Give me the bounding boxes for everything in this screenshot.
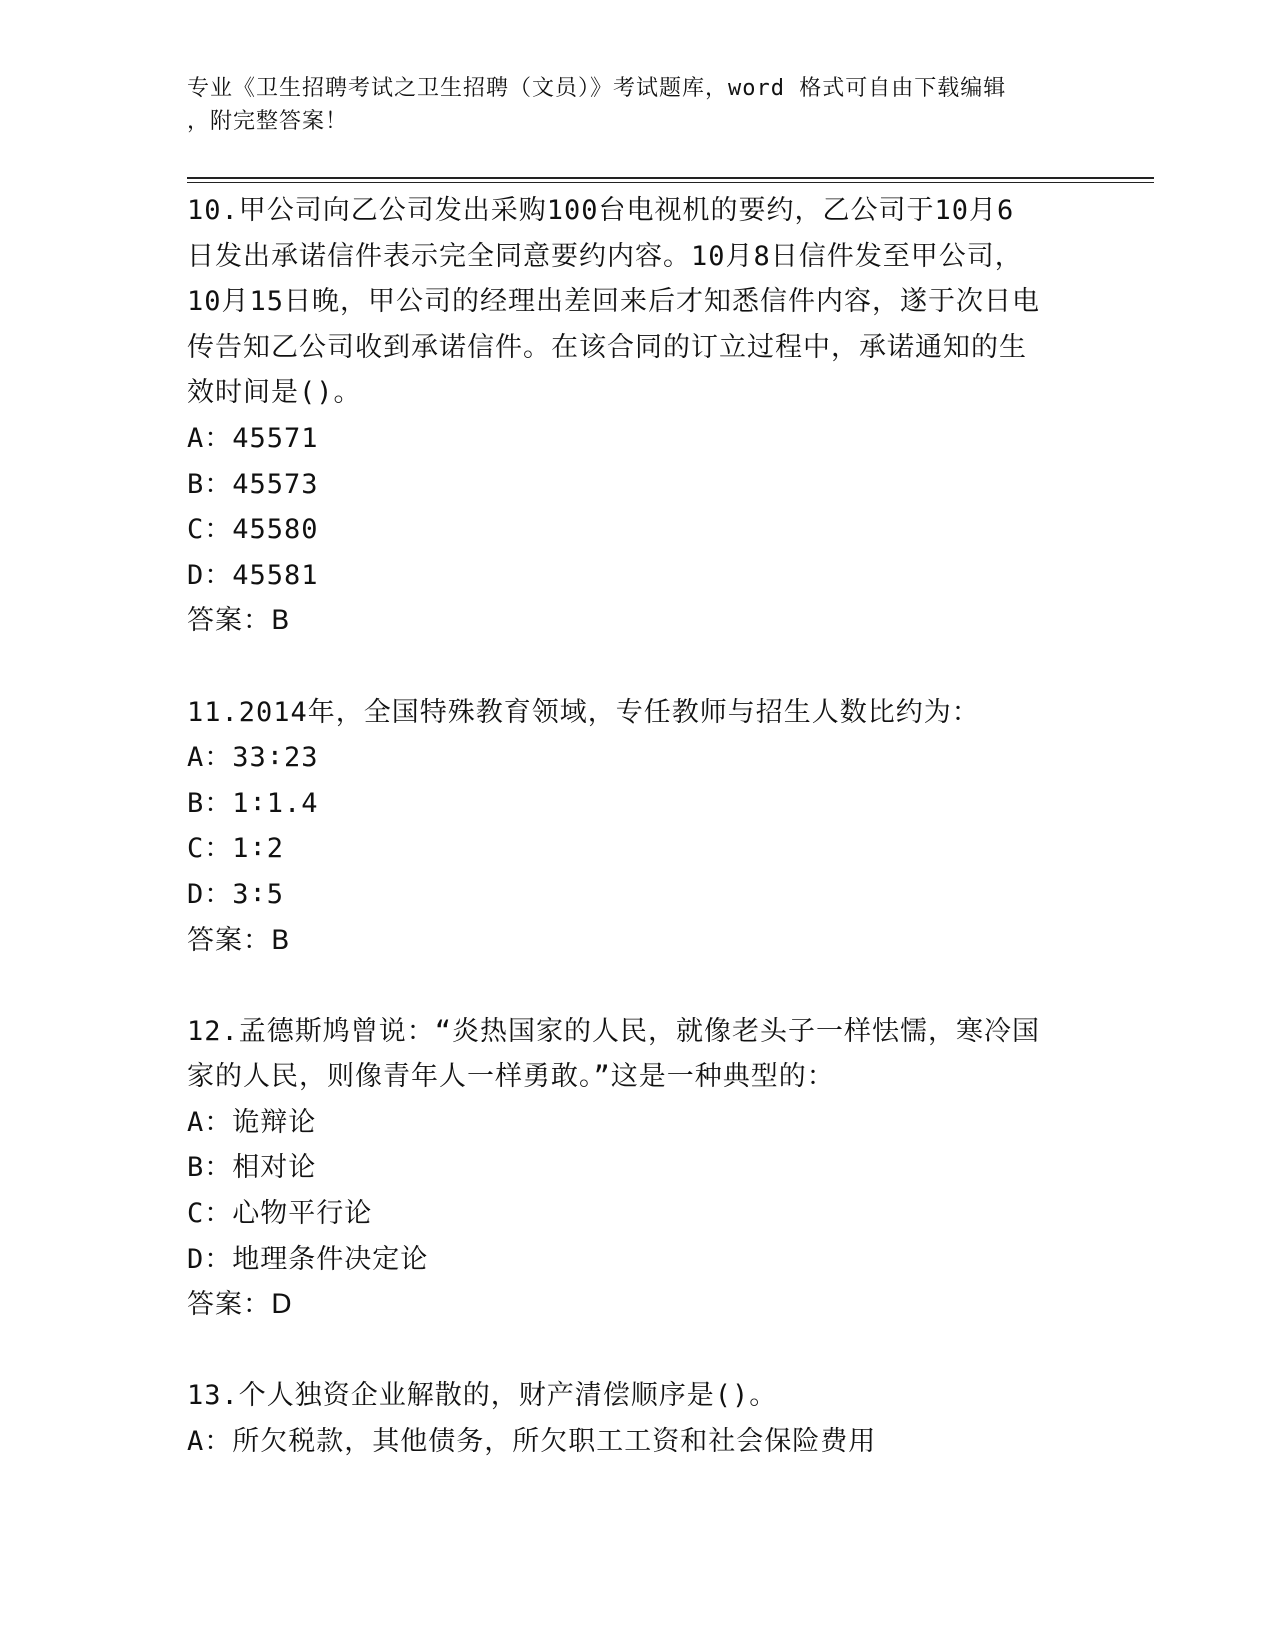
option-c: C：1∶2 xyxy=(187,833,285,865)
option-a: A：诡辩论 xyxy=(187,1106,317,1138)
option-b: B：45573 xyxy=(187,468,319,500)
option-b: B：相对论 xyxy=(187,1152,317,1184)
question-13 xyxy=(187,1373,1087,1464)
answer-line: 答案：B xyxy=(187,605,291,637)
option-d: D：3∶5 xyxy=(187,878,285,910)
question-text-line: 日发出承诺信件表示完全同意要约内容。10月8日信件发至甲公司， xyxy=(187,240,1023,272)
answer-line: 答案：D xyxy=(187,1289,293,1321)
question-list xyxy=(187,188,1087,1465)
question-spacer xyxy=(187,644,1087,690)
question-text-line: 10月15日晚，甲公司的经理出差回来后才知悉信件内容，遂于次日电 xyxy=(187,286,1041,318)
question-spacer xyxy=(187,963,1087,1009)
option-c: C：45580 xyxy=(187,514,319,546)
header-rule-thin xyxy=(187,182,1154,183)
question-spacer xyxy=(187,1328,1087,1374)
question-text-line: 13.个人独资企业解散的，财产清偿顺序是()。 xyxy=(187,1380,778,1412)
header-line-2: ，附完整答案！ xyxy=(187,109,349,134)
document-header xyxy=(187,72,1087,138)
header-rule-thick xyxy=(187,177,1154,179)
question-text-line: 11.2014年，全国特殊教育领域，专任教师与招生人数比约为： xyxy=(187,696,980,728)
option-c: C：心物平行论 xyxy=(187,1198,373,1230)
question-text-line: 10.甲公司向乙公司发出采购100台电视机的要约，乙公司于10月6 xyxy=(187,195,1015,226)
question-text-line: 家的人民，则像青年人一样勇敢。”这是一种典型的： xyxy=(187,1061,835,1093)
option-d: D：地理条件决定论 xyxy=(187,1243,429,1275)
question-10 xyxy=(187,188,1087,644)
option-d: D：45581 xyxy=(187,559,319,591)
option-a: A：所欠税款，其他债务，所欠职工工资和社会保险费用 xyxy=(187,1426,877,1458)
header-line-1: 专业《卫生招聘考试之卫生招聘（文员）》考试题库，word 格式可自由下载编辑 xyxy=(187,76,1007,101)
option-a: A：45571 xyxy=(187,422,319,454)
question-text-line: 12.孟德斯鸠曾说：“炎热国家的人民，就像老头子一样怯懦，寒冷国 xyxy=(187,1015,1041,1047)
option-a: A：33∶23 xyxy=(187,742,319,774)
question-11 xyxy=(187,690,1087,964)
question-12 xyxy=(187,1009,1087,1328)
question-text-line: 传告知乙公司收到承诺信件。在该合同的订立过程中，承诺通知的生 xyxy=(187,331,1027,363)
question-text-line: 效时间是()。 xyxy=(187,377,362,409)
option-b: B：1∶1.4 xyxy=(187,787,319,819)
answer-line: 答案：B xyxy=(187,924,291,956)
